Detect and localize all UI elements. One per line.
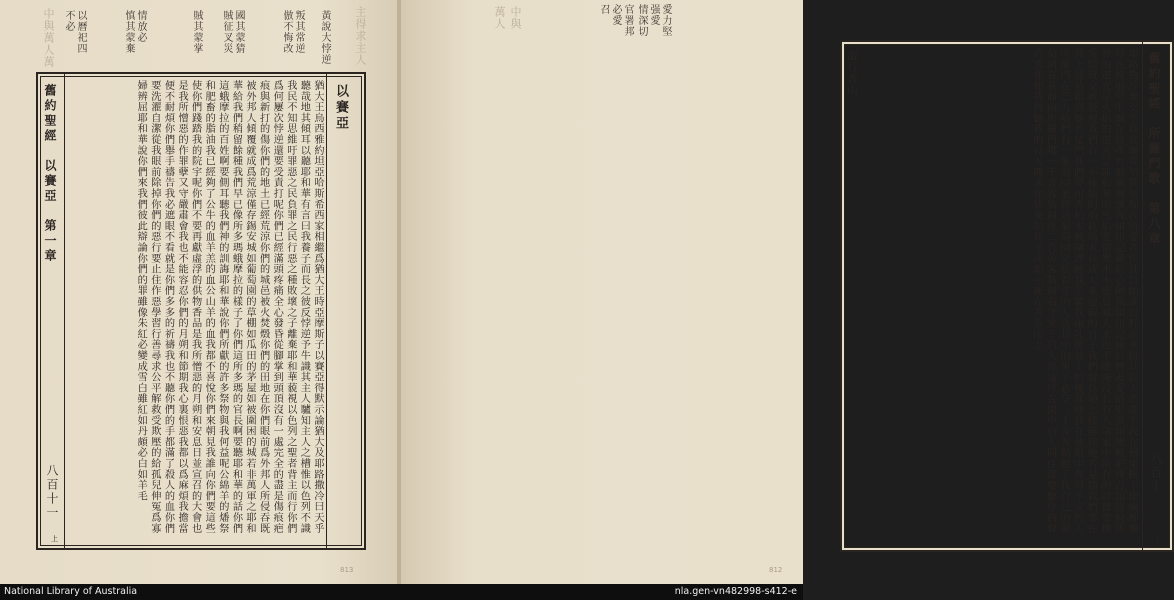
margin-note: 賊其蒙掌: [191, 10, 202, 54]
right-page: [401, 0, 1163, 584]
scripture-body: 猶大王烏西雅約坦亞哈斯希西家相繼爲猶大王時亞摩斯子以賽亞得默示論猶大及耶路撒冷曰天乎聽哉地其傾耳以聽耶和華有言曰我養子而長之彼反悖逆予牛識其主人驢知主人之槽惟以色列不識我民不知思維吁罪惡之民負罪之民行惡之種敗壞之子離棄耶和華藐視以色列之聖者背主而行你們爲何屢次悖逆還要受責打呢你們已經滿頭疼痛全心發昏從腳掌到頭頂沒有一處完全的盡是傷痕疤痕與新打的傷你們的地土已經荒涼你們的城邑被火焚燬你們的田地在你們眼前爲外邦人所侵吞既被外邦人傾覆就成爲荒涼僅存錫安城如葡萄園的草棚如瓜田的茅屋如被圍困的城若非萬軍之耶和華給我們稍留餘種我們早已像所多瑪蛾摩拉的樣子了你們這所多瑪的官長啊要聽耶和華的話你們這蛾摩拉的百姓啊要側耳聽我們神的訓誨耶和華說你們所獻的許多祭物與我何益呢公綿羊的燔祭和肥畜的脂油我已經夠了公牛的血羊羔的血公山羊的血我都不喜悅你們來朝見我誰向你們要這些使你們踐踏我的院宇呢你們不要再獻虛浮的供物香品是我所憎惡的月朔和安息日並宣召的大會也是我所憎惡的作罪孽又守嚴肅會我也不能容忍你們的月朔和節期我心裏恨惡我都以爲麻煩我擔當便不耐煩你們舉手禱告我必遮眼不看就是你們多多的祈禱我也不聽你們的手都滿了殺人的血你們要洗濯自潔從我眼前除掉你們的惡行要止住作惡學習行善尋求公平解救受欺壓的給孤兒伸冤爲寡婦辨屈耶和華說你們來我們彼此辯論你們的罪雖像朱紅必變成雪白雖紅如丹頗必白如羊毛: [135, 80, 323, 534]
bleed-through-text: 主得求主人: [354, 6, 367, 66]
footer-library-name: National Library of Australia: [4, 586, 138, 597]
bleed-through-text: 中與萬人萬: [42, 8, 55, 68]
margin-note: 不必: [63, 10, 74, 32]
margin-note: 黃說大悖逆: [319, 10, 330, 65]
margin-mark: 813: [340, 566, 354, 574]
running-header: 舊約聖經 以賽亞 第一章: [43, 84, 57, 264]
margin-note: 情深切: [636, 4, 647, 37]
margin-note: 以曆祀四: [75, 10, 86, 54]
text-frame: [840, 40, 1174, 552]
margin-note: 賊征叉災: [221, 10, 232, 54]
page-number: 八百十: [1149, 452, 1163, 494]
footer-identifier: nla.gen-vn482998-s412-e: [674, 586, 797, 597]
footer-bar: [0, 584, 803, 600]
header-divider: [1142, 42, 1143, 550]
margin-note: 慎其蒙棄: [123, 10, 134, 54]
page-number: 八百十一: [45, 464, 59, 520]
chapter-heading: 以賽亞: [333, 84, 348, 132]
margin-note: 召: [598, 4, 609, 15]
closing-line: 游行香山: [846, 50, 858, 96]
margin-note: 叛其常逆: [293, 10, 304, 54]
margin-note: 愛力堅强愛: [648, 4, 671, 37]
bleed-through-text: 中與萬人: [493, 6, 522, 30]
margin-note: 倣不悔改: [281, 10, 292, 54]
running-header: 舊約聖經 所羅門歌 第八章: [1147, 52, 1161, 247]
scripture-body: 耶路撒冷衆女乎我欲爾誓勿驚勿醒我所愛者俟其自願誰自野而來倚其良人者誰乎我在蘋果樹下使爾醒爾母在彼劬勞生爾在彼產育爾願爾懷我如印記藏於心佩我如印記施於臂蓋愛情堅強如死嫉妒殘忍如陰府所發的電光是火焰的電光是耶和華的烈焰愛情衆水不能息滅大水也不能淹沒若有人拿家中所有的財寶要換愛情就全被藐視我們有一小妹她的兩乳尚未長成人來提親的日子我們當爲她怎樣辦理她若是牆我們要在其上建造銀塔她若是門我們要用香柏木板圍護她我是牆我兩乳像其上的樓那時我在他眼中像得平安的人所羅門在巴力哈們有一葡萄園他將這葡萄園交給看守的人爲其中的果子必交一千舍客勒銀子我自己的葡萄園在我面前所羅門哪一千舍客勒歸你二百舍客勒歸看守果子的人你這住在園中的人同伴都要聽你的聲音求你使我得聽我的良人哪求你快來如羚羊或如小鹿在香草山上: [1030, 48, 1137, 534]
corner-mark: 上: [51, 535, 58, 543]
margin-note: 官署邦必愛: [610, 4, 633, 37]
margin-note: 國其蒙猜: [233, 10, 244, 54]
margin-note: 情放必: [135, 10, 146, 43]
column-divider: [326, 74, 327, 548]
text-frame: [36, 72, 366, 550]
header-divider: [64, 74, 65, 548]
corner-mark: 上: [1154, 537, 1161, 545]
left-page: [0, 0, 399, 584]
margin-mark: 812: [769, 566, 783, 574]
